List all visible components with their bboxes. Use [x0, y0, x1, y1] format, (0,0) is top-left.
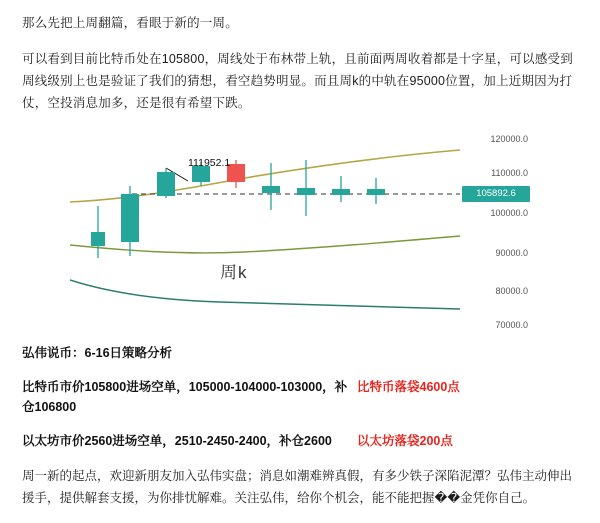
intro-paragraph-2: 可以看到目前比特币处在105800，周线处于布林带上轨，且前面两周收着都是十字星，可以感受到周线级别上也是验证了我们的猜想，看空趋势明显。而且周k的中轨在95000位置，加上近期因为打仗，空投消息加多，还是很有希望下跌。 [22, 52, 573, 110]
candle-9 [367, 178, 385, 204]
candle-8 [332, 176, 350, 202]
current-price-tag: 105892.6 [462, 186, 530, 202]
chart-annotation-label: 111952.1 [188, 157, 231, 169]
y-tick-0: 120000.0 [490, 134, 528, 144]
weekly-candlestick-chart [22, 128, 578, 333]
candle-3 [157, 168, 175, 198]
section-heading: 弘伟说币：6-16日策略分析 [22, 346, 173, 360]
y-tick-1: 110000.0 [491, 168, 528, 178]
chart-svg [70, 128, 460, 328]
candle-6 [262, 163, 280, 210]
chart-watermark: 周k [220, 263, 248, 282]
chart-frame [70, 128, 530, 328]
intro-paragraph-1: 那么先把上周翻篇，看眼于新的一周。 [22, 16, 238, 30]
candle-2 [121, 186, 139, 256]
strategy-eth-profit: 以太坊落袋200点 [357, 434, 453, 448]
y-tick-5: 70000.0 [495, 320, 528, 330]
y-tick-2: 100000.0 [490, 208, 528, 218]
strategy-btc-profit: 比特币落袋4600点 [357, 380, 460, 394]
chart-plot-area [70, 128, 460, 328]
chart-y-axis [460, 128, 530, 328]
y-tick-3: 90000.0 [495, 248, 528, 258]
candle-1 [91, 206, 105, 258]
closing-paragraph: 周一新的起点，欢迎新朋友加入弘伟实盘；消息如潮难辨真假，有多少铁子深陷泥潭？弘伟主动伸出援手，提供解套支援，为你排忧解难。关注弘伟，给你个机会，能不能把握��金凭你自己。 [22, 469, 573, 505]
strategy-row-eth [22, 431, 578, 451]
strategy-eth-text: 以太坊市价2560进场空单，2510-2450-2400，补仓2600 [22, 434, 332, 448]
strategy-row-btc [22, 377, 578, 417]
strategy-btc-text: 比特币市价105800进场空单，105000-104000-103000，补仓106800 [22, 380, 348, 414]
boll-lower-line [70, 280, 460, 309]
y-tick-4: 80000.0 [495, 286, 528, 296]
